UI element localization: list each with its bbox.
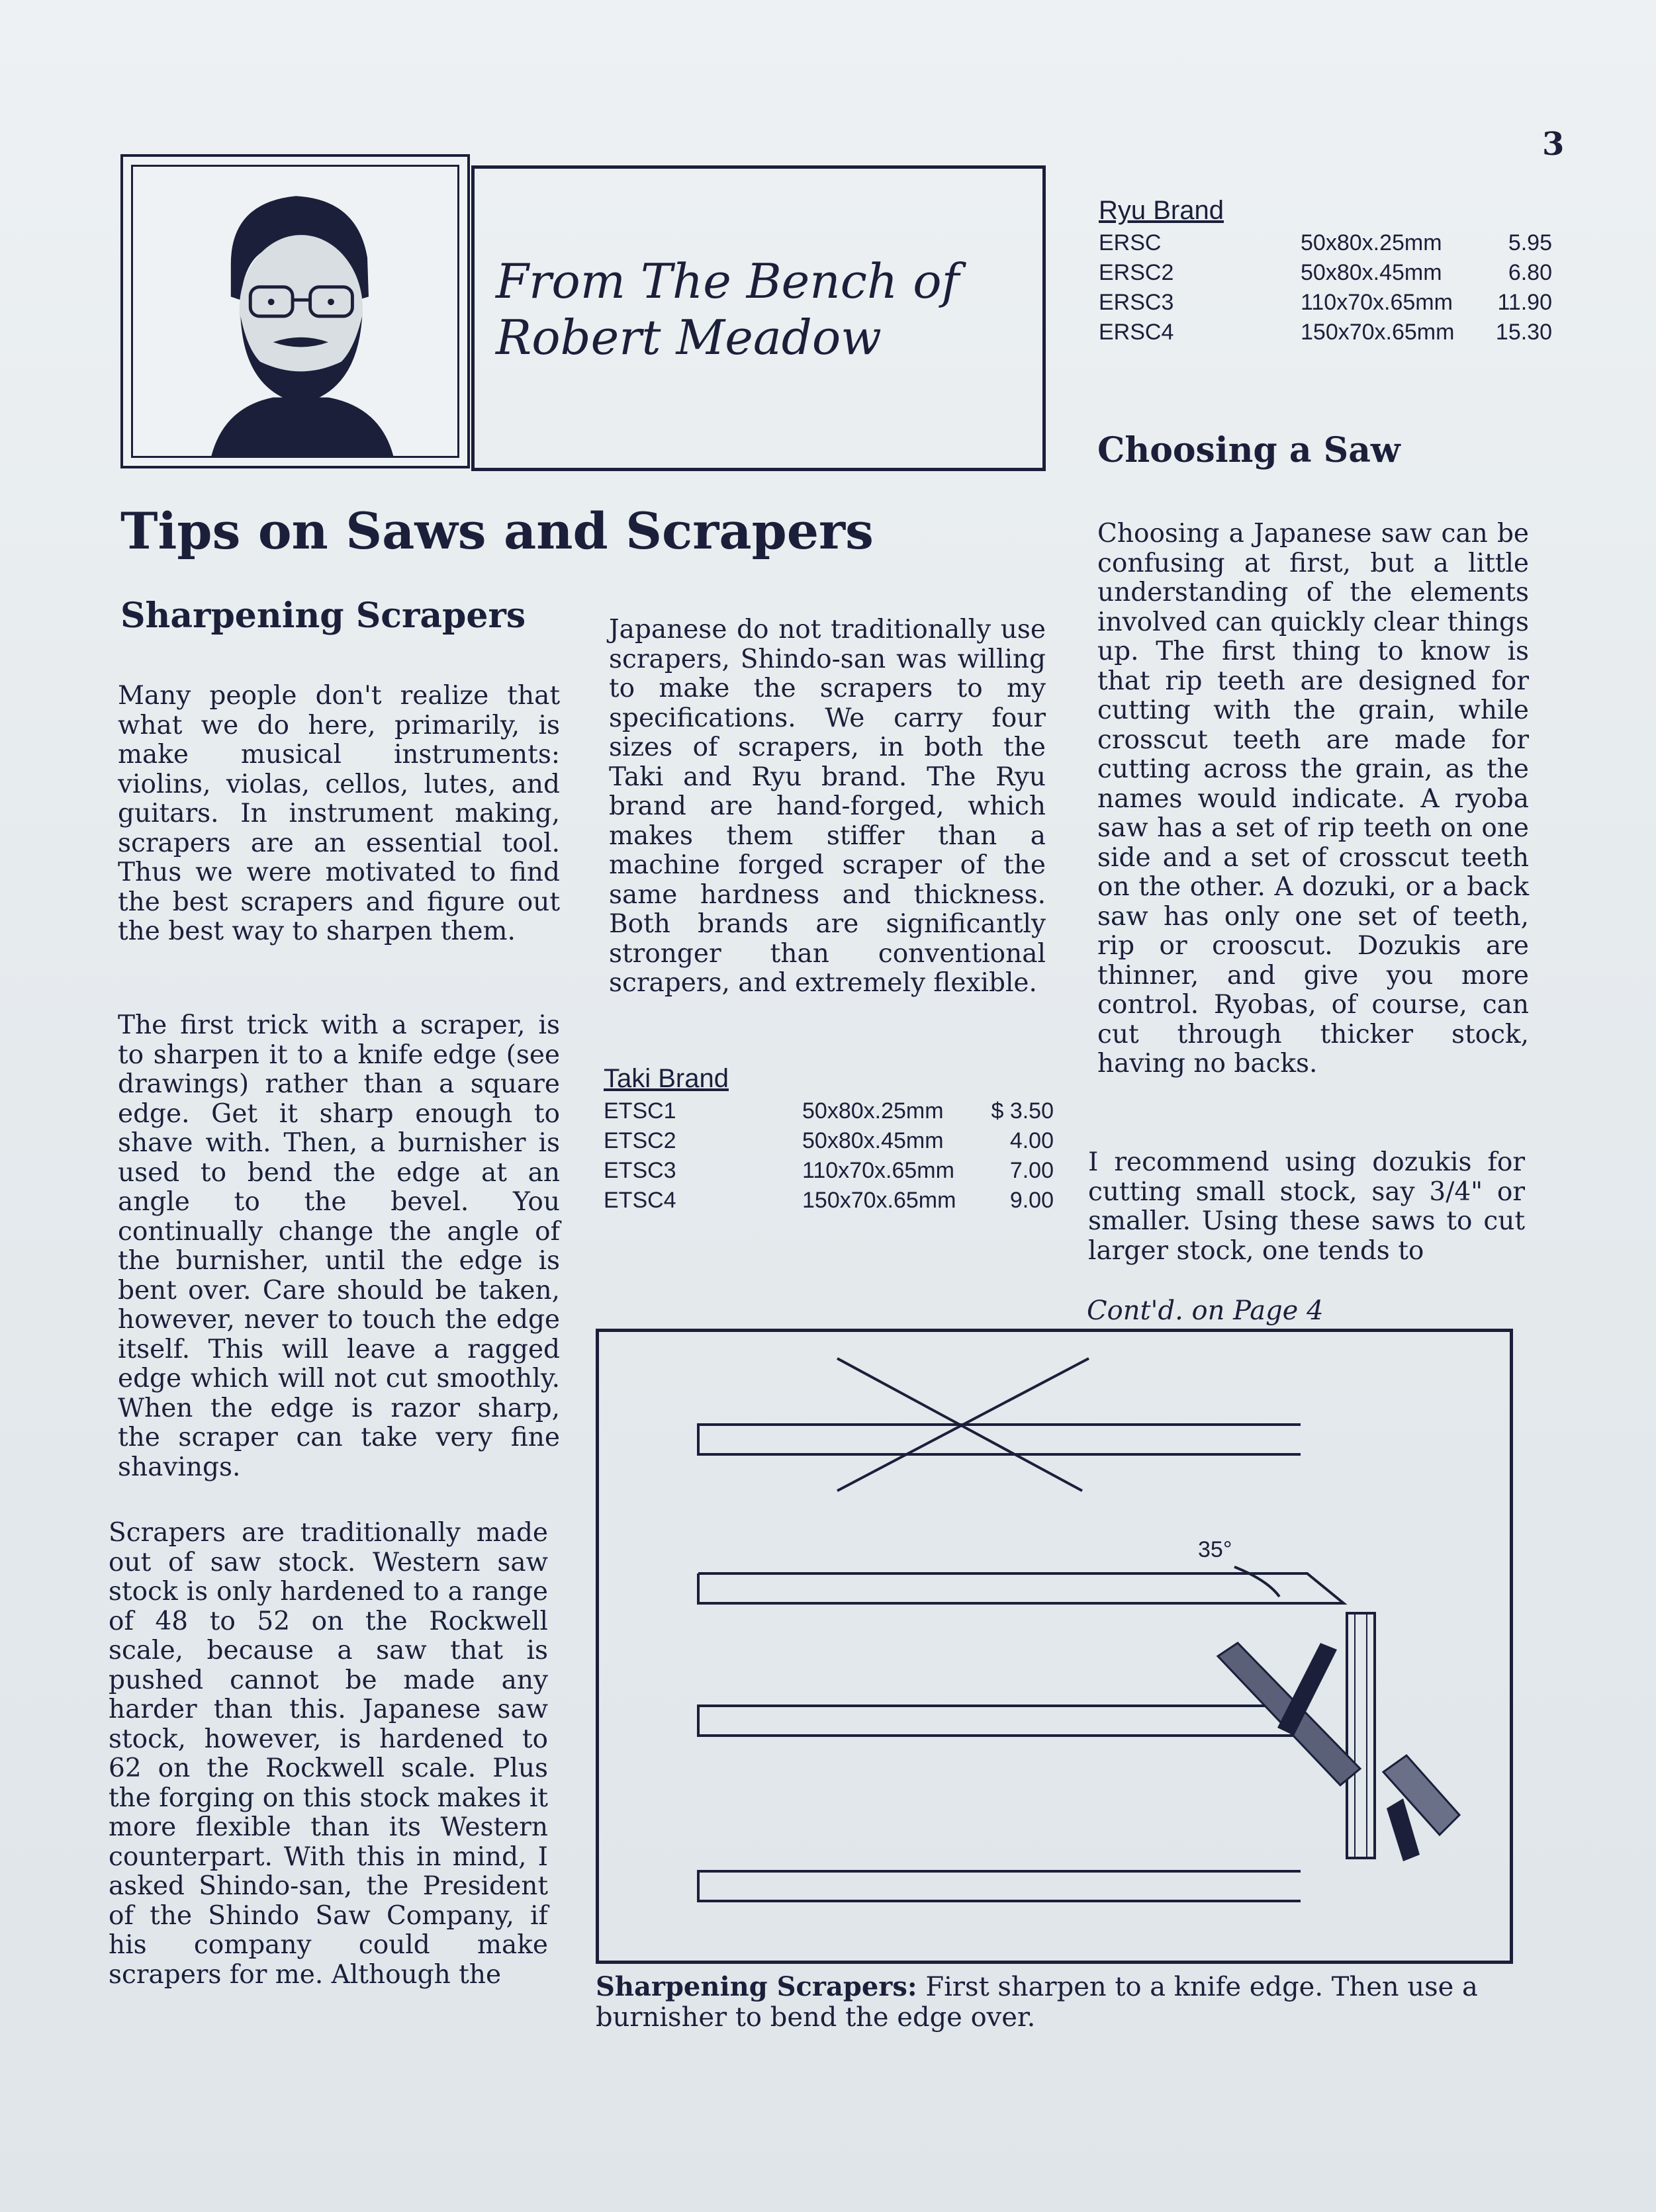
paragraph-sharpening-2: The first trick with a scraper, is to sharpen it to a knife edge (see drawings) rather than a square edge. Get it sharp enough to shave with. Then, a burnisher is used to bend the edge at an angle to the bevel. You continually change the angle of the burnisher, until the edge is bent over. Care should be taken, however, never to touch the edge itself. This will leave a ragged edge which will not cut smoothly. When the edge is razor sharp, the scraper can take very fine shavings. — [118, 1010, 560, 1482]
ryu-heading: Ryu Brand — [1099, 196, 1224, 225]
taki-heading: Taki Brand — [604, 1064, 729, 1093]
paragraph-sharpening-4: Japanese do not traditionally use scrapers, Shindo-san was willing to make the scrapers to my specifications. We carry four sizes of scrapers, in both the Taki and Ryu brand. The Ryu brand are hand-forged, which makes them stiffer than a machine forged scraper of the same hardness and thickness. Both brands are significantly stronger than conventional scrapers, and extremely flexible. — [609, 615, 1046, 998]
byline-line-1: From The Bench of — [496, 253, 960, 309]
section-heading-choosing: Choosing a Saw — [1097, 430, 1401, 470]
scraper-burnished — [698, 1706, 1301, 1736]
paragraph-sharpening-3: Scrapers are traditionally made out of saw stock. Western saw stock is only hardened to a range of 48 to 52 on the Rockwell scale, because a saw that is pushed cannot be made any harder than this. Japanese saw stock, however, is hardened to 62 on the Rockwell scale. Plus the forging on this stock makes it more flexible than its Western counterpart. With this in mind, I asked Shindo-san, the President of the Shindo Saw Company, if his company could make scrapers for me. Although the — [109, 1518, 548, 1990]
scraper-drawing — [599, 1332, 1510, 1961]
taki-price-table — [604, 1064, 1054, 1216]
caption-title: Sharpening Scrapers: — [596, 1971, 917, 2002]
byline-line-2: Robert Meadow — [496, 310, 882, 365]
table-row: ERSC2 50x80x.45mm 6.80 — [1099, 260, 1552, 285]
table-row: ERSC 50x80x.25mm 5.95 — [1099, 230, 1552, 255]
scraper-knife-edge — [698, 1573, 1344, 1603]
author-portrait — [131, 165, 459, 458]
scraper-diagram — [596, 1329, 1513, 1964]
figure-caption — [596, 1972, 1522, 2033]
page-number: 3 — [1542, 126, 1565, 163]
paragraph-sharpening-1: Many people don't realize that what we do here, primarily, is make musical instruments: violins, violas, cellos, lutes, and guitars. In instrument making, scrapers are an essential tool. Thus we were motivated to find the best scrapers and figure out the best way to sharpen them. — [118, 681, 560, 946]
caption-text: First sharpen to a knife edge. Then use a burnisher to bend the edge over. — [596, 1972, 1478, 2033]
paragraph-choosing-2: I recommend using dozukis for cutting small stock, say 3/4" or smaller. Using these saws to cut larger stock, one tends to — [1088, 1147, 1525, 1266]
scraper-end-view — [1347, 1613, 1375, 1858]
table-row: ETSC1 50x80x.25mm $ 3.50 — [604, 1098, 1054, 1124]
table-row: ERSC4 150x70x.65mm 15.30 — [1099, 320, 1552, 345]
angle-label: 35° — [1198, 1537, 1232, 1562]
scraper-square-edge — [698, 1425, 1301, 1454]
angle-arc — [1234, 1567, 1279, 1597]
table-row: ETSC3 110x70x.65mm 7.00 — [604, 1158, 1054, 1183]
article-headline: Tips on Saws and Scrapers — [120, 502, 874, 560]
section-heading-sharpening: Sharpening Scrapers — [120, 596, 526, 636]
ryu-price-table — [1099, 196, 1552, 347]
byline-box — [471, 165, 1046, 471]
table-row: ETSC2 50x80x.45mm 4.00 — [604, 1128, 1054, 1153]
author-portrait-frame — [120, 154, 470, 468]
table-row: ETSC4 150x70x.65mm 9.00 — [604, 1188, 1054, 1213]
scraper-bent-edge — [698, 1871, 1301, 1901]
continued-note: Cont'd. on Page 4 — [1087, 1296, 1324, 1326]
paragraph-choosing-1: Choosing a Japanese saw can be confusing at first, but a little understanding of the elements involved can quickly clear things up. The first thing to know is that rip teeth are designed for cutting with the grain, while crosscut teeth are made for cutting across the grain, as the names would indicate. A ryoba saw has a set of rip teeth on one side and a set of crosscut teeth on the other. A dozuki, or a back saw has only one set of teeth, rip or crooscut. Dozukis are thinner, and give you more control. Ryobas, of course, can cut through thicker stock, having no backs. — [1097, 519, 1529, 1079]
author-photo — [133, 167, 457, 456]
table-row: ERSC3 110x70x.65mm 11.90 — [1099, 290, 1552, 315]
